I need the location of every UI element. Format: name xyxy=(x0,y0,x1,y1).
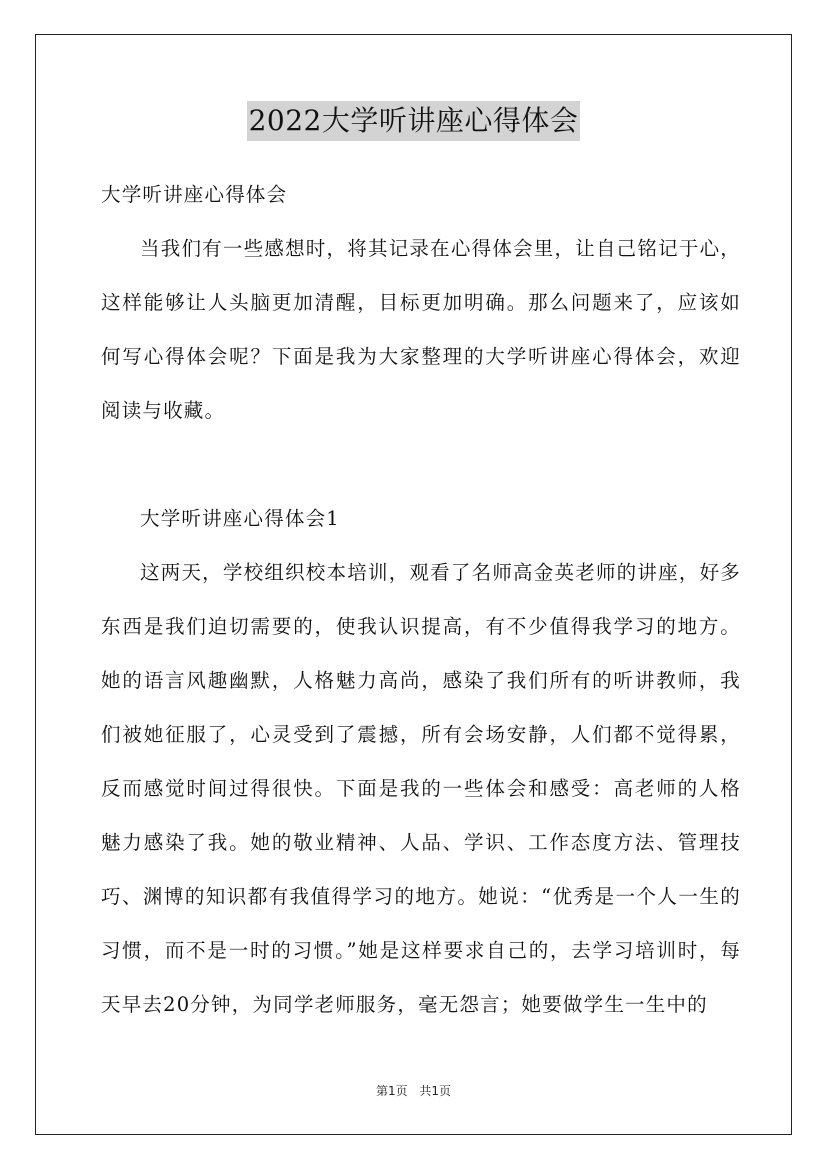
body-paragraph: 这两天，学校组织校本培训，观看了名师高金英老师的讲座，好多东西是我们迫切需要的，使我认识提高，有不少值得我学习的地方。她的语言风趣幽默，人格魅力高尚，感染了我们所有的听讲教师，我们被她征服了，心灵受到了震撼，所有会场安静，人们都不觉得累，反而感觉时间过得很快。下面是我的一些体会和感受：高老师的人格魅力感染了我。她的敬业精神、人品、学识、工作态度方法、管理技巧、渊博的知识都有我值得学习的地方。她说：“优秀是一个人一生的习惯，而不是一时的习惯。”她是这样要求自己的，去学习培训时，每天早去20分钟，为同学老师服务，毫无怨言；她要做学生一生中的 xyxy=(101,561,741,1016)
document-subtitle: 大学听讲座心得体会 xyxy=(101,183,288,206)
title-container xyxy=(0,101,827,141)
document-title: 2022大学听讲座心得体会 xyxy=(247,101,581,141)
page-total: 共1页 xyxy=(419,1084,452,1098)
page-footer xyxy=(0,1081,827,1101)
section-heading: 大学听讲座心得体会1 xyxy=(140,507,340,530)
page-number: 第1页 xyxy=(375,1084,408,1098)
intro-paragraph: 当我们有一些感想时，将其记录在心得体会里，让自己铭记于心，这样能够让人头脑更加清醒，目标更加明确。那么问题来了，应该如何写心得体会呢？下面是我为大家整理的大学听讲座心得体会，欢迎阅读与收藏。 xyxy=(101,237,741,422)
document-body xyxy=(101,168,741,1032)
